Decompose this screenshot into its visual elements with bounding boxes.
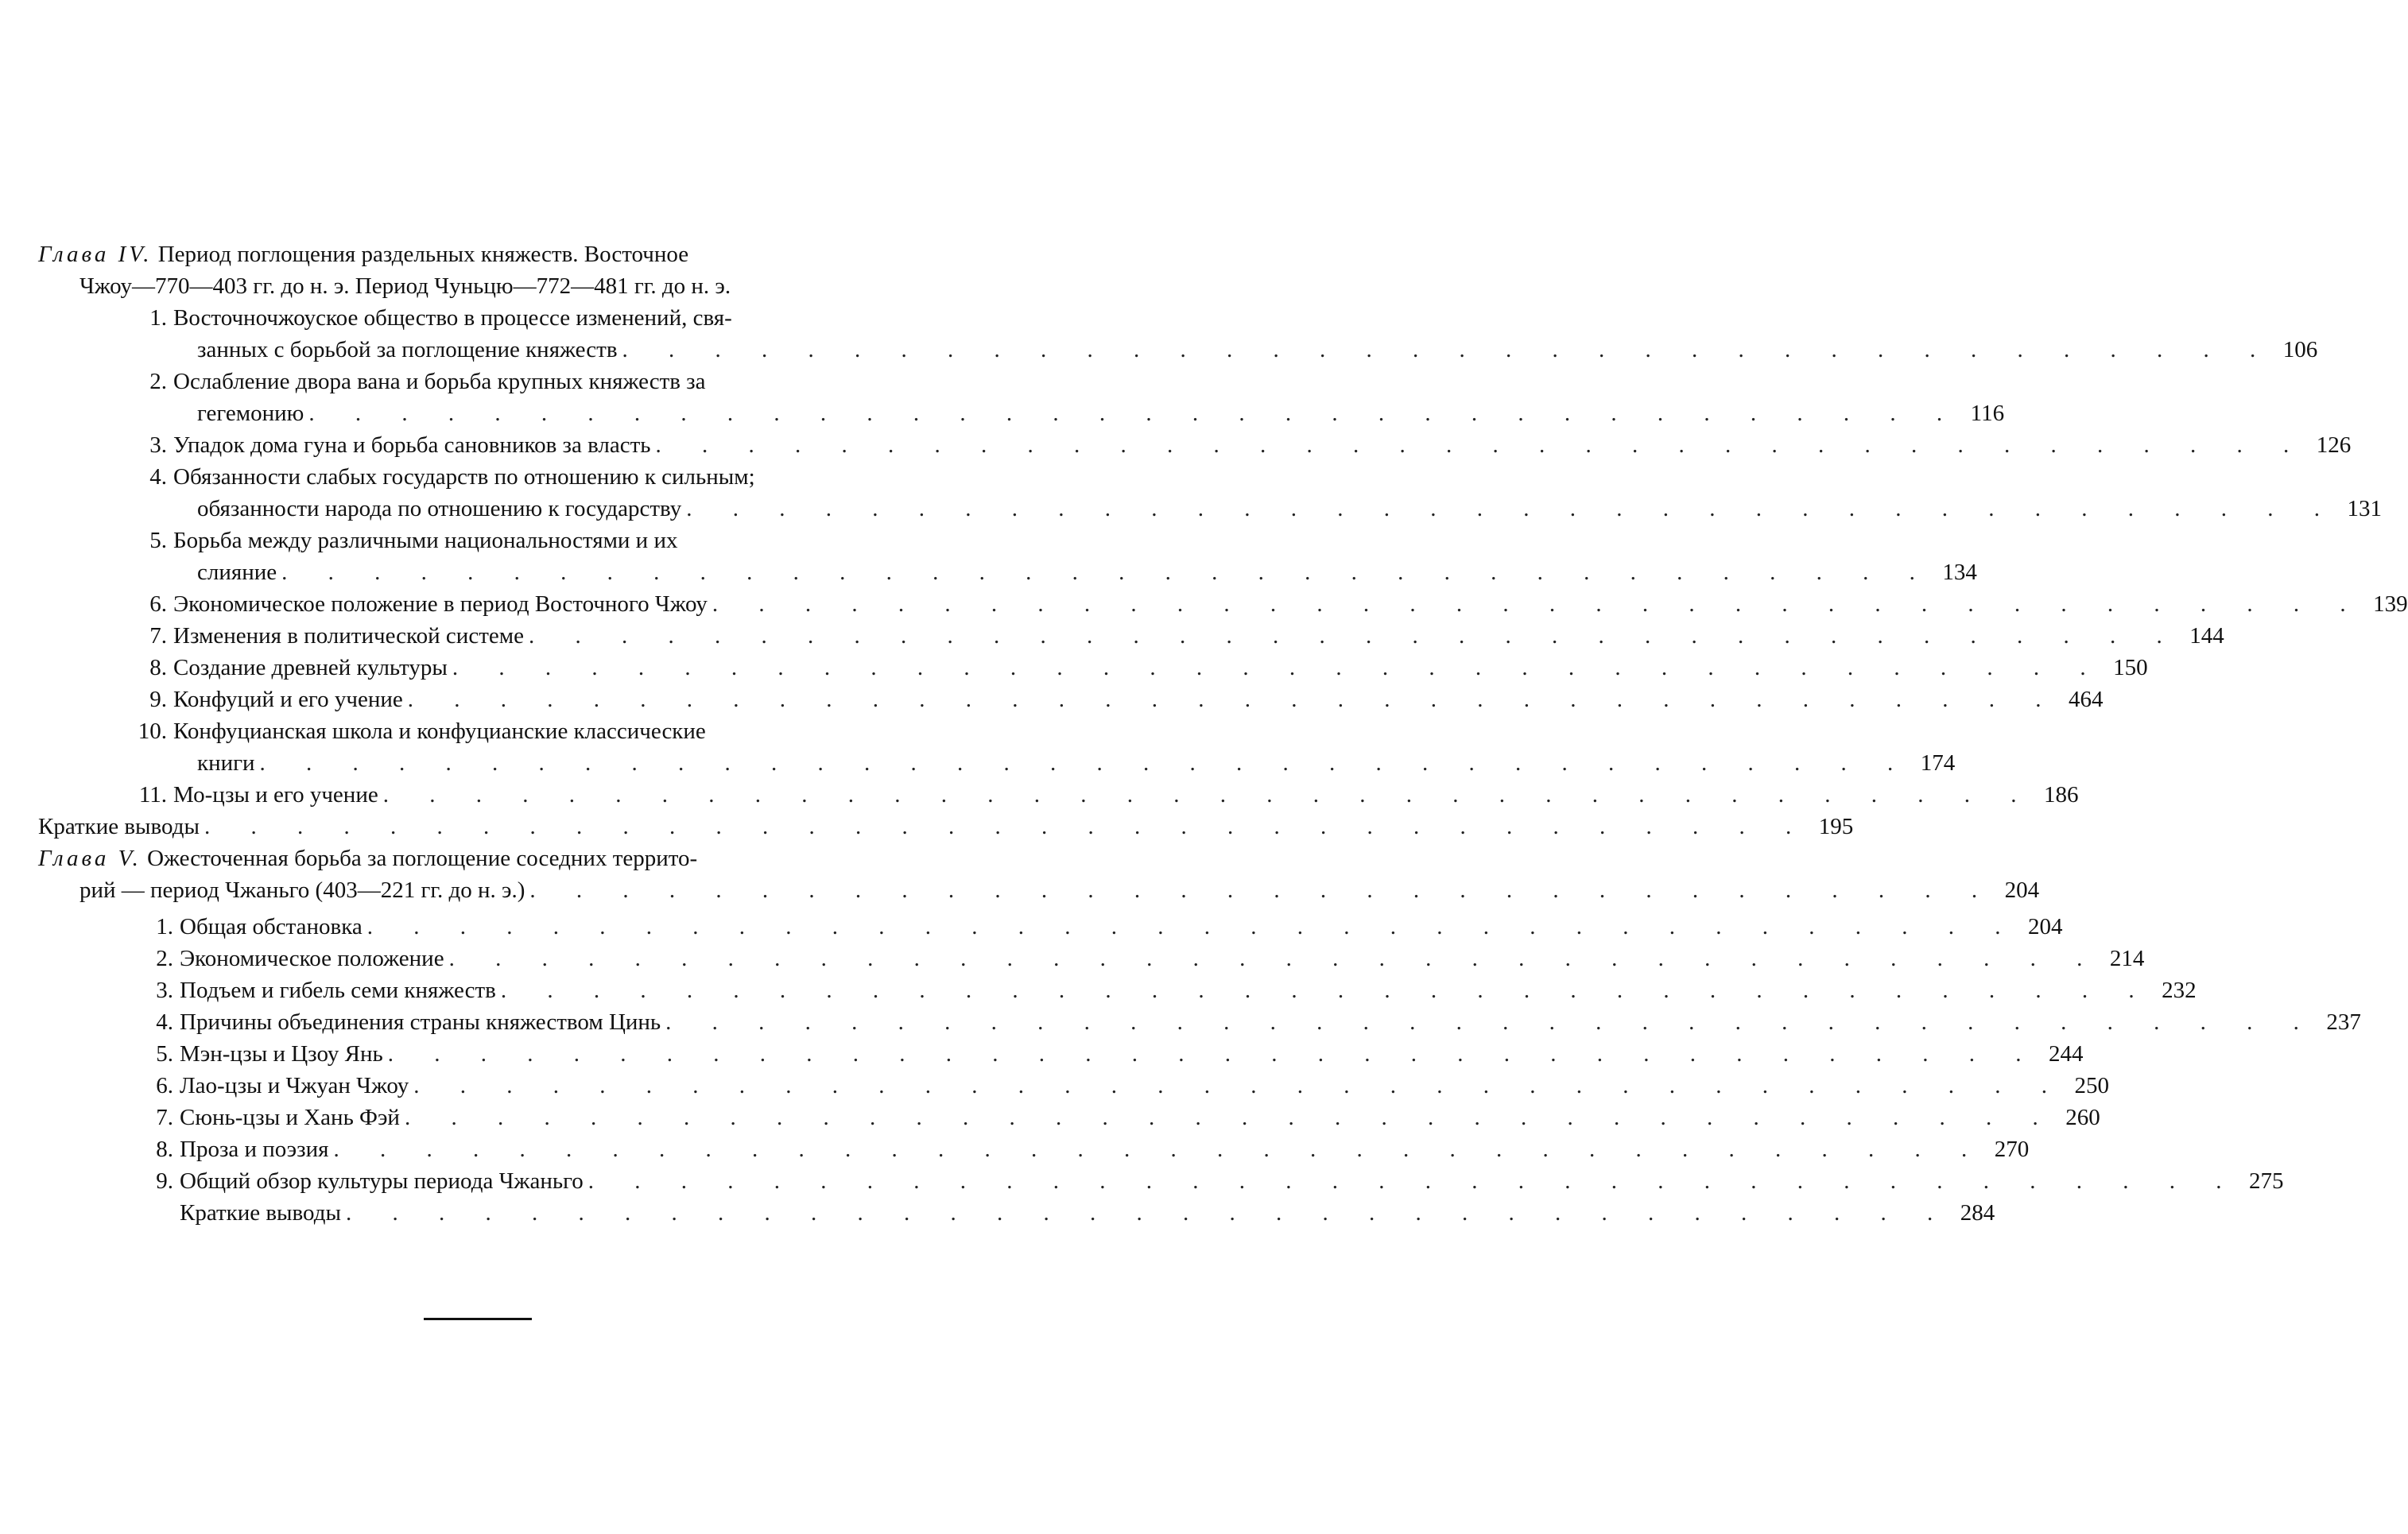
dot-leader: . . . . . . . . . . . . . . . . . . . . . . . . . . . . . . . . . . . . — [281, 560, 1933, 585]
dot-leader: . . . . . . . . . . . . . . . . . . . . . . . . . . . . . . . . . . . . — [308, 401, 1960, 426]
dot-leader: . . . . . . . . . . . . . . . . . . . . . . . . . . . . . . . . . . . . — [259, 750, 1911, 776]
toc-entry — [38, 1006, 2361, 1038]
dot-leader: . . . . . . . . . . . . . . . . . . . . . . . . . . . . . . . . . . . . — [387, 1041, 2039, 1067]
toc-entry — [38, 715, 1956, 779]
entry-number: 2. — [149, 369, 167, 394]
chapter-5-title-line2: рий — период Чжаньго (403—221 гг. до н. э.) — [79, 877, 525, 903]
dot-leader: . . . . . . . . . . . . . . . . . . . . . . . . . . . . . . . . . . . — [345, 1200, 1951, 1226]
toc-entry — [38, 1133, 2030, 1165]
dot-leader: . . . . . . . . . . . . . . . . . . . . . . . . . . . . . . . . . . . . — [686, 496, 2337, 521]
entry-number: 5. — [156, 1041, 173, 1067]
dot-leader: . . . . . . . . . . . . . . . . . . . . . . . . . . . . . . . . . . . . — [333, 1137, 1985, 1162]
dot-leader: . . . . . . . . . . . . . . . . . . . . . . . . . . . . . . . . . . . . — [665, 1009, 2317, 1035]
entry-page-number: 232 — [2162, 978, 2197, 1003]
chapter-5-contents-list — [38, 911, 2361, 1197]
dot-leader: . . . . . . . . . . . . . . . . . . . . . . . . . . . . . . . . . . . . — [452, 655, 2104, 680]
chapter-4-label: Глава IV. — [38, 242, 153, 267]
chapter-5-label: Глава V. — [38, 846, 142, 871]
toc-entry — [38, 1102, 2100, 1133]
entry-title: Мэн-цзы и Цзоу Янь — [180, 1041, 383, 1067]
entry-title-line2: слияние — [197, 560, 277, 585]
toc-entry — [38, 525, 1977, 588]
entry-number: 7. — [156, 1105, 173, 1130]
entry-page-number: 214 — [2109, 946, 2145, 971]
toc-entry — [38, 974, 2197, 1006]
entry-title: Общий обзор культуры периода Чжаньго — [180, 1168, 584, 1194]
dot-leader: . . . . . . . . . . . . . . . . . . . . . . . . . . . . . . . . . . . . — [622, 337, 2274, 362]
chapter-5-title-line2-row — [38, 874, 2040, 906]
entry-page-number: 106 — [2282, 337, 2318, 362]
chapter-4-heading — [38, 238, 921, 302]
entry-number: 6. — [156, 1073, 173, 1098]
entry-title-line1: Конфуцианская школа и конфуцианские классические — [173, 719, 706, 744]
chapter-4-contents-list — [38, 302, 2408, 811]
entry-title-line2: занных с борьбой за поглощение княжеств — [197, 337, 618, 362]
entry-title-line2: книги — [197, 750, 255, 776]
chapter-4-title-line2: Чжоу—770—403 гг. до н. э. Период Чуньцю—772—481 гг. до н. э. — [79, 273, 731, 299]
chapter-5-title-line1: Ожесточенная борьба за поглощение соседних террито- — [147, 846, 698, 871]
toc-entry — [38, 620, 2224, 652]
entry-number: 7. — [149, 623, 167, 649]
dot-leader: . . . . . . . . . . . . . . . . . . . . . . . . . . . . . . . . . . . . — [655, 432, 2307, 458]
toc-entry — [38, 652, 2148, 684]
entry-page-number: 174 — [1920, 750, 1956, 776]
toc-entry — [38, 302, 2318, 366]
toc-entry — [38, 366, 2005, 429]
entry-title: Сюнь-цзы и Хань Фэй — [180, 1105, 400, 1130]
entry-number: 1. — [156, 914, 173, 939]
entry-page-number: 204 — [2028, 914, 2063, 939]
toc-entry — [38, 779, 2079, 811]
entry-number: 3. — [149, 432, 167, 458]
entry-title: Изменения в политической системе — [173, 623, 524, 649]
entry-page-number: 275 — [2249, 1168, 2284, 1194]
entry-title-line1: Восточночжоуское общество в процессе изменений, свя- — [173, 305, 732, 331]
chapter-5-page-number: 204 — [2004, 877, 2040, 903]
dot-leader: . . . . . . . . . . . . . . . . . . . . . . . . . . . . . . . . . . . . — [407, 687, 2059, 712]
entry-title: Упадок дома гуна и борьба сановников за власть — [173, 432, 651, 458]
conclusion-page-number: 195 — [1818, 814, 1854, 839]
entry-number: 3. — [156, 978, 173, 1003]
entry-page-number: 237 — [2326, 1009, 2361, 1035]
toc-entry — [38, 684, 2104, 715]
entry-page-number: 134 — [1942, 560, 1977, 585]
dot-leader: . . . . . . . . . . . . . . . . . . . . . . . . . . . . . . . . . . . — [204, 814, 1809, 839]
entry-title-line1: Борьба между различными национальностями и их — [173, 528, 678, 553]
entry-title: Подъем и гибель семи княжеств — [180, 978, 496, 1003]
entry-number: 9. — [149, 687, 167, 712]
chapter-4-conclusion — [38, 811, 1854, 843]
entry-page-number: 464 — [2068, 687, 2104, 712]
entry-page-number: 270 — [1994, 1137, 2030, 1162]
chapter-5-section — [38, 843, 2361, 1229]
chapter-5-conclusion — [38, 1197, 1995, 1229]
dot-leader: . . . . . . . . . . . . . . . . . . . . . . . . . . . . . . . . . . . . — [413, 1073, 2065, 1098]
entry-number: 9. — [156, 1168, 173, 1194]
entry-number: 8. — [156, 1137, 173, 1162]
entry-title-line1: Ослабление двора вана и борьба крупных княжеств за — [173, 369, 706, 394]
dot-leader: . . . . . . . . . . . . . . . . . . . . . . . . . . . . . . . . . . . . — [712, 591, 2363, 617]
entry-page-number: 260 — [2065, 1105, 2100, 1130]
dot-leader: . . . . . . . . . . . . . . . . . . . . . . . . . . . . . . . . . . . . — [448, 946, 2100, 971]
entry-title: Проза и поэзия — [180, 1137, 329, 1162]
entry-page-number: 186 — [2043, 782, 2079, 808]
dot-leader: . . . . . . . . . . . . . . . . . . . . . . . . . . . . . . . . . . . . — [404, 1105, 2056, 1130]
entry-number: 11. — [138, 782, 167, 808]
entry-number: 4. — [149, 464, 167, 490]
dot-leader: . . . . . . . . . . . . . . . . . . . . . . . . . . . . . . . . . . . . — [500, 978, 2152, 1003]
dot-leader: . . . . . . . . . . . . . . . . . . . . . . . . . . . . . . . . . . . . — [528, 623, 2180, 649]
dot-leader: . . . . . . . . . . . . . . . . . . . . . . . . . . . . . . . . . . . . — [366, 914, 2018, 939]
entry-number: 1. — [149, 305, 167, 331]
entry-title: Мо-цзы и его учение — [173, 782, 378, 808]
entry-title-line2: обязанности народа по отношению к государству — [197, 496, 682, 521]
dot-leader: . . . . . . . . . . . . . . . . . . . . . . . . . . . . . . . . . . . . — [382, 782, 2034, 808]
chapter-5-heading — [38, 843, 921, 874]
entry-page-number: 139 — [2373, 591, 2408, 617]
entry-number: 5. — [149, 528, 167, 553]
entry-number: 10. — [138, 719, 167, 744]
chapter-4-section — [38, 238, 2408, 843]
toc-entry — [38, 1165, 2284, 1197]
toc-entry — [38, 911, 2063, 943]
entry-number: 6. — [149, 591, 167, 617]
entry-title: Экономическое положение в период Восточного Чжоу — [173, 591, 708, 617]
entry-title: Экономическое положение — [180, 946, 444, 971]
toc-entry — [38, 461, 2382, 525]
toc-entry — [38, 588, 2408, 620]
entry-page-number: 131 — [2347, 496, 2382, 521]
entry-number: 4. — [156, 1009, 173, 1035]
entry-title-line2: гегемонию — [197, 401, 304, 426]
entry-title: Лао-цзы и Чжуан Чжоу — [180, 1073, 409, 1098]
entry-page-number: 244 — [2048, 1041, 2084, 1067]
toc-entry — [38, 429, 2352, 461]
toc-entry — [38, 1070, 2109, 1102]
dot-leader: . . . . . . . . . . . . . . . . . . . . . . . . . . . . . . . . — [529, 877, 1995, 903]
chapter-4-title-line1: Период поглощения раздельных княжеств. Восточное — [157, 242, 689, 267]
toc-entry — [38, 943, 2145, 974]
conclusion-label: Краткие выводы — [180, 1200, 341, 1226]
entry-page-number: 126 — [2316, 432, 2352, 458]
entry-title: Конфуций и его учение — [173, 687, 403, 712]
end-ornament-rule — [424, 1318, 532, 1320]
conclusion-label: Краткие выводы — [38, 814, 200, 839]
entry-number: 8. — [149, 655, 167, 680]
entry-page-number: 150 — [2113, 655, 2148, 680]
entry-number: 2. — [156, 946, 173, 971]
conclusion-page-number: 284 — [1960, 1200, 1995, 1226]
entry-page-number: 250 — [2074, 1073, 2109, 1098]
dot-leader: . . . . . . . . . . . . . . . . . . . . . . . . . . . . . . . . . . . . — [587, 1168, 2239, 1194]
entry-title: Причины объединения страны княжеством Цинь — [180, 1009, 661, 1035]
entry-page-number: 116 — [1970, 401, 2005, 426]
entry-page-number: 144 — [2189, 623, 2224, 649]
entry-title: Создание древней культуры — [173, 655, 448, 680]
entry-title-line1: Обязанности слабых государств по отношению к сильным; — [173, 464, 755, 490]
entry-title: Общая обстановка — [180, 914, 363, 939]
toc-entry — [38, 1038, 2084, 1070]
